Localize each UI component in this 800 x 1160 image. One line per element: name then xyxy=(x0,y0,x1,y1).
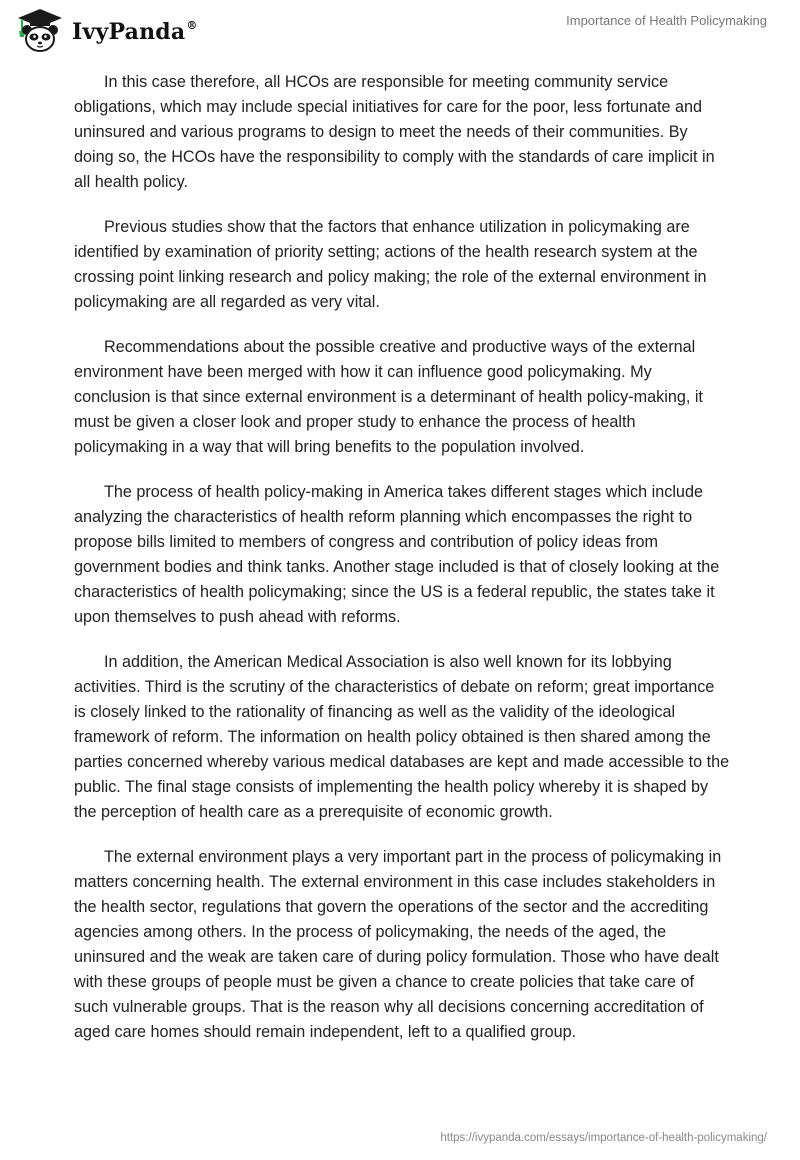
source-url[interactable]: https://ivypanda.com/essays/importance-of-health-policymaking/ xyxy=(440,1132,767,1144)
essay-body xyxy=(74,70,730,1065)
paragraph: Previous studies show that the factors that enhance utilization in policymaking are identified by examination of priority setting; actions of the health research system at the crossing point linking research and policy making; the role of the external environment in policymaking are all regarded as very vital. xyxy=(74,218,707,311)
document-title: Importance of Health Policymaking xyxy=(566,13,767,28)
panda-graduate-icon xyxy=(14,6,66,54)
paragraph: The process of health policy-making in America takes different stages which include analyzing the characteristics of health reform planning which encompasses the right to propose bills limited to members of congress and contribution of policy ideas from government bodies and think tanks. Another stage included is that of closely looking at the characteristics of health policymaking; since the US is a federal republic, the states take it upon themselves to push ahead with reforms. xyxy=(74,483,720,626)
paragraph: In addition, the American Medical Association is also well known for its lobbying activities. Third is the scrutiny of the characteristics of debate on reform; great importance is closely linked to the rationality of financing as well as the validity of the ideological framework of reform. The information on health policy obtained is then shared among the parties concerned whereby various medical databases are kept and made accessible to the public. The final stage consists of implementing the health policy whereby it is shaped by the perception of health care as a prerequisite of economic growth. xyxy=(74,653,730,821)
page-header xyxy=(0,0,800,60)
brand-logo[interactable] xyxy=(14,6,198,54)
brand-name: IvyPanda® xyxy=(72,18,198,45)
registered-mark: ® xyxy=(186,18,198,32)
paragraph: The external environment plays a very important part in the process of policymaking in matters concerning health. The external environment in this case includes stakeholders in the health sector, regulations that govern the operations of the sector and the accrediting agencies among others. In the process of policymaking, the needs of the aged, the uninsured and the weak are taken care of during policy formulation. Those who have dealt with these groups of people must be given a chance to create policies that take care of such vulnerable groups. That is the reason why all decisions concerning accreditation of aged care homes should remain independent, left to a qualified group. xyxy=(74,848,722,1041)
paragraph: In this case therefore, all HCOs are responsible for meeting community service obligations, which may include special initiatives for care for the poor, less fortunate and uninsured and various programs to design to meet the needs of their communities. By doing so, the HCOs have the responsibility to comply with the standards of care implicit in all health policy. xyxy=(74,73,715,191)
paragraph: Recommendations about the possible creative and productive ways of the external environment have been merged with how it can influence good policymaking. My conclusion is that since external environment is a determinant of health policy-making, it must be given a closer look and proper study to enhance the process of health policymaking in a way that will bring benefits to the population involved. xyxy=(74,338,703,456)
